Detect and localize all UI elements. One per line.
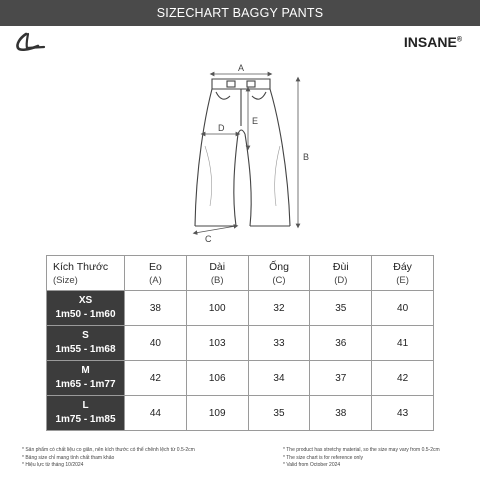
size-height: 1m50 - 1m60 <box>55 309 116 320</box>
table-cell: 100 <box>186 291 248 326</box>
table-cell: 109 <box>186 396 248 431</box>
header-title: SIZECHART BAGGY PANTS <box>0 0 480 26</box>
header-size-sub: (Size) <box>53 274 78 286</box>
header-col-name: Dài <box>209 260 226 273</box>
size-table <box>46 255 434 431</box>
table-cell: 37 <box>310 361 372 396</box>
table-header-row <box>47 256 434 291</box>
header-rise <box>372 256 434 291</box>
size-code: S <box>82 330 89 341</box>
size-height: 1m65 - 1m77 <box>55 379 116 390</box>
note-line: * The product has stretchy material, so the size may vary from 0.5-2cm <box>283 447 440 453</box>
size-code: XS <box>78 295 93 306</box>
table-cell: 32 <box>248 291 310 326</box>
label-c: C <box>205 234 212 244</box>
brand-text: INSANE <box>403 34 457 50</box>
header-col-sub: (B) <box>210 274 224 286</box>
header-length <box>186 256 248 291</box>
header-col-sub: (D) <box>334 274 348 286</box>
notes-english <box>283 447 440 470</box>
note-line: * The size chart is for reference only <box>283 454 363 461</box>
table-cell: 106 <box>186 361 248 396</box>
header-col-sub: (E) <box>396 274 409 286</box>
size-code: M <box>81 365 90 376</box>
table-cell: 35 <box>310 291 372 326</box>
table-cell: 103 <box>186 326 248 361</box>
table-cell: 40 <box>372 291 434 326</box>
table-cell: 42 <box>125 361 187 396</box>
header-col-name: Ống <box>269 260 289 273</box>
measure-c-line <box>195 226 236 233</box>
header-leg-opening <box>248 256 310 291</box>
header-size-name: Kích Thước <box>53 260 109 273</box>
size-label-cell <box>47 396 125 431</box>
header-col-name: Đáy <box>393 260 412 273</box>
header-size <box>47 256 125 291</box>
table-cell: 44 <box>125 396 187 431</box>
table-cell: 42 <box>372 361 434 396</box>
size-label-cell <box>47 291 125 326</box>
table-cell: 38 <box>125 291 187 326</box>
note-line: * Bảng size chỉ mang tính chất tham khảo <box>22 454 115 461</box>
brand-name <box>404 34 462 50</box>
brand-swoosh-logo <box>14 32 48 52</box>
header-col-sub: (A) <box>149 274 162 286</box>
label-a: A <box>237 63 245 73</box>
table-row <box>47 361 434 396</box>
label-b: B <box>303 152 310 162</box>
table-cell: 38 <box>310 396 372 431</box>
label-d: D <box>218 123 225 133</box>
label-e: E <box>252 116 259 126</box>
table-cell: 40 <box>125 326 187 361</box>
registered-mark: ® <box>456 36 462 44</box>
note-line: * Sản phẩm có chất liệu co giãn, nên kích thước có thể chênh lệch từ 0.5-2cm <box>22 447 195 453</box>
header-waist <box>125 256 187 291</box>
table-cell: 34 <box>248 361 310 396</box>
header-col-name: Eo <box>148 260 162 273</box>
table-cell: 41 <box>372 326 434 361</box>
pants-diagram <box>0 56 480 246</box>
size-height: 1m55 - 1m68 <box>55 344 116 355</box>
header-thigh <box>310 256 372 291</box>
header-col-name: Đùi <box>332 260 349 273</box>
note-line: * Hiệu lực từ tháng 10/2024 <box>22 462 84 468</box>
pants-outline <box>195 79 290 226</box>
table-row <box>47 396 434 431</box>
table-cell: 43 <box>372 396 434 431</box>
size-label-cell <box>47 326 125 361</box>
size-height: 1m75 - 1m85 <box>55 414 116 425</box>
size-label-cell <box>47 361 125 396</box>
table-cell: 33 <box>248 326 310 361</box>
table-row <box>47 291 434 326</box>
table-cell: 35 <box>248 396 310 431</box>
note-line: * Valid from October 2024 <box>283 462 341 468</box>
table-cell: 36 <box>310 326 372 361</box>
table-row <box>47 326 434 361</box>
header-col-sub: (C) <box>272 274 286 286</box>
notes-vietnamese <box>22 447 195 470</box>
size-code: L <box>82 400 89 411</box>
